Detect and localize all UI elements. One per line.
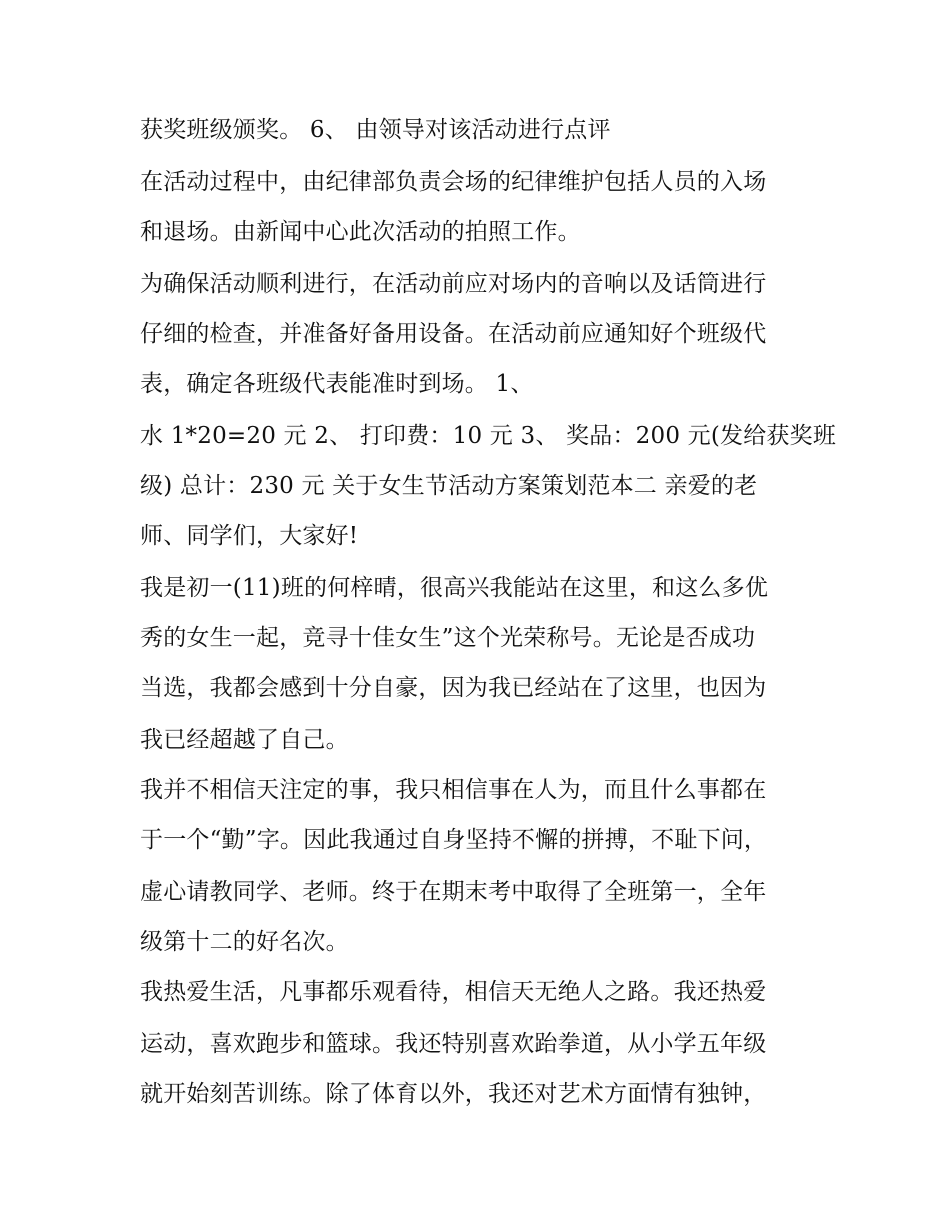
text-line: 和退场。由新闻中心此次活动的拍照工作。 [140, 219, 581, 245]
text-line: 为确保活动顺利进行，在活动前应对场内的音响以及话筒进行 [140, 271, 767, 297]
text-line: 我并不相信天注定的事，我只相信事在人为，而且什么事都在 [140, 777, 767, 803]
text-line: 虚心请教同学、老师。终于在期末考中取得了全班第一，全年 [140, 879, 767, 905]
text-line: 我是初一(11)班的何梓晴，很高兴我能站在这里，和这么多优 [140, 575, 769, 601]
text-line: 水 1*20=20 元 2、 打印费：10 元 3、 奖品：200 元(发给获奖班 [140, 423, 837, 449]
text-line: 表，确定各班级代表能准时到场。 1、 [140, 371, 534, 397]
text-line: 获奖班级颁奖。 6、 由领导对该活动进行点评 [140, 117, 611, 143]
text-line: 在活动过程中，由纪律部负责会场的纪律维护包括人员的入场 [140, 169, 767, 195]
text-line: 我热爱生活，凡事都乐观看待，相信天无绝人之路。我还热爱 [140, 979, 767, 1005]
text-line: 当选，我都会感到十分自豪，因为我已经站在了这里，也因为 [140, 675, 767, 701]
text-line: 运动，喜欢跑步和篮球。我还特别喜欢跆拳道，从小学五年级 [140, 1031, 767, 1057]
text-line: 就开始刻苦训练。除了体育以外，我还对艺术方面情有独钟， [140, 1081, 767, 1107]
text-line: 级) 总计：230 元 关于女生节活动方案策划范本二 亲爱的老 [140, 473, 758, 499]
text-line: 级第十二的好名次。 [140, 929, 349, 955]
text-line: 秀的女生一起，竞寻十佳女生”这个光荣称号。无论是否成功 [140, 625, 756, 651]
text-line: 仔细的检查，并准备好备用设备。在活动前应通知好个班级代 [140, 321, 767, 347]
text-line: 师、同学们，大家好! [140, 523, 359, 549]
text-line: 于一个“勤”字。因此我通过自身坚持不懈的拼搏，不耻下问， [140, 827, 768, 853]
text-line: 我已经超越了自己。 [140, 727, 349, 753]
